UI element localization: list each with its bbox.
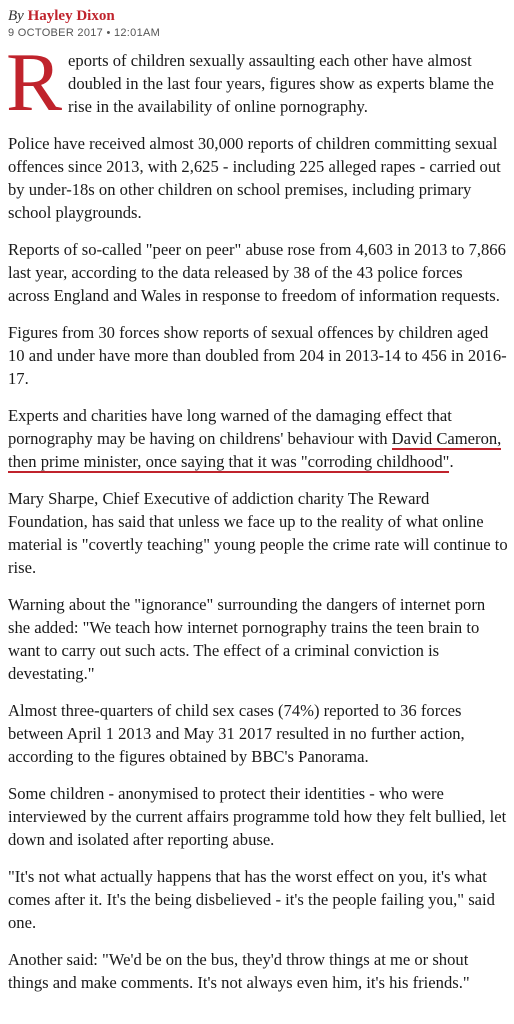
article-paragraph-9: Some children - anonymised to protect their identities - who were interviewed by the current affairs programme told how they felt bullied, let down and isolated after reporting abuse. (8, 784, 507, 849)
article-paragraph-6: Mary Sharpe, Chief Executive of addiction charity The Reward Foundation, has said that unless we face up to the reality of what online material is "covertly teaching" young people the crime rate will continue to rise. (8, 489, 508, 577)
publish-date: 9 OCTOBER 2017 • 12:01AM (8, 27, 161, 39)
article-paragraph-4: Figures from 30 forces show reports of sexual offences by children aged 10 and under have more than doubled from 204 in 2013-14 to 456 in 2016-17. (8, 323, 507, 388)
byline (8, 6, 508, 26)
article-paragraph-2: Police have received almost 30,000 reports of children committing sexual offences since 2013, with 2,625 - including 225 alleged rapes - carried out by under-18s on other children on school premises, including primary school playgrounds. (8, 134, 501, 222)
article-paragraph-1 (6, 36, 508, 129)
cameron-article-link[interactable]: David Cameron, then prime minister, once saying that it was "corroding childhood" (8, 429, 502, 471)
author-link[interactable]: Hayley Dixon (27, 8, 115, 24)
article-paragraph-3: Reports of so-called "peer on peer" abuse rose from 4,603 in 2013 to 7,866 last year, according to the data released by 38 of the 43 police forces across England and Wales in response to freedom of information requests. (8, 240, 506, 305)
drop-cap: R (6, 36, 63, 129)
article-paragraph-5 (8, 404, 508, 473)
paragraph-5-text-before: Experts and charities have long warned of the damaging effect that pornography may be having on childrens' behaviour with (8, 406, 452, 448)
article-paragraph-7: Warning about the "ignorance" surrounding the dangers of internet porn she added: "We teach how internet pornography trains the teen brain to want to carry out such acts. The effect of a criminal conviction is devestating." (8, 595, 486, 683)
byline-prefix: By (8, 8, 24, 24)
paragraph-5-text-after: . (449, 452, 454, 471)
article-paragraph-8: Almost three-quarters of child sex cases (74%) reported to 36 forces between April 1 2013 and May 31 2017 resulted in no further action, according to the figures obtained by BBC's Panorama. (8, 701, 465, 766)
article-paragraph-11: Another said: "We'd be on the bus, they'd throw things at me or shout things and make comments. It's not always even him, it's his friends." (8, 950, 470, 992)
lead-text: eports of children sexually assaulting each other have almost doubled in the last four years, figures show as experts blame the rise in the availability of online pornography. (68, 51, 494, 116)
article-paragraph-10: "It's not what actually happens that has the worst effect on you, it's what comes after it. It's the being disbelieved - it's the people failing you," said one. (8, 867, 495, 932)
